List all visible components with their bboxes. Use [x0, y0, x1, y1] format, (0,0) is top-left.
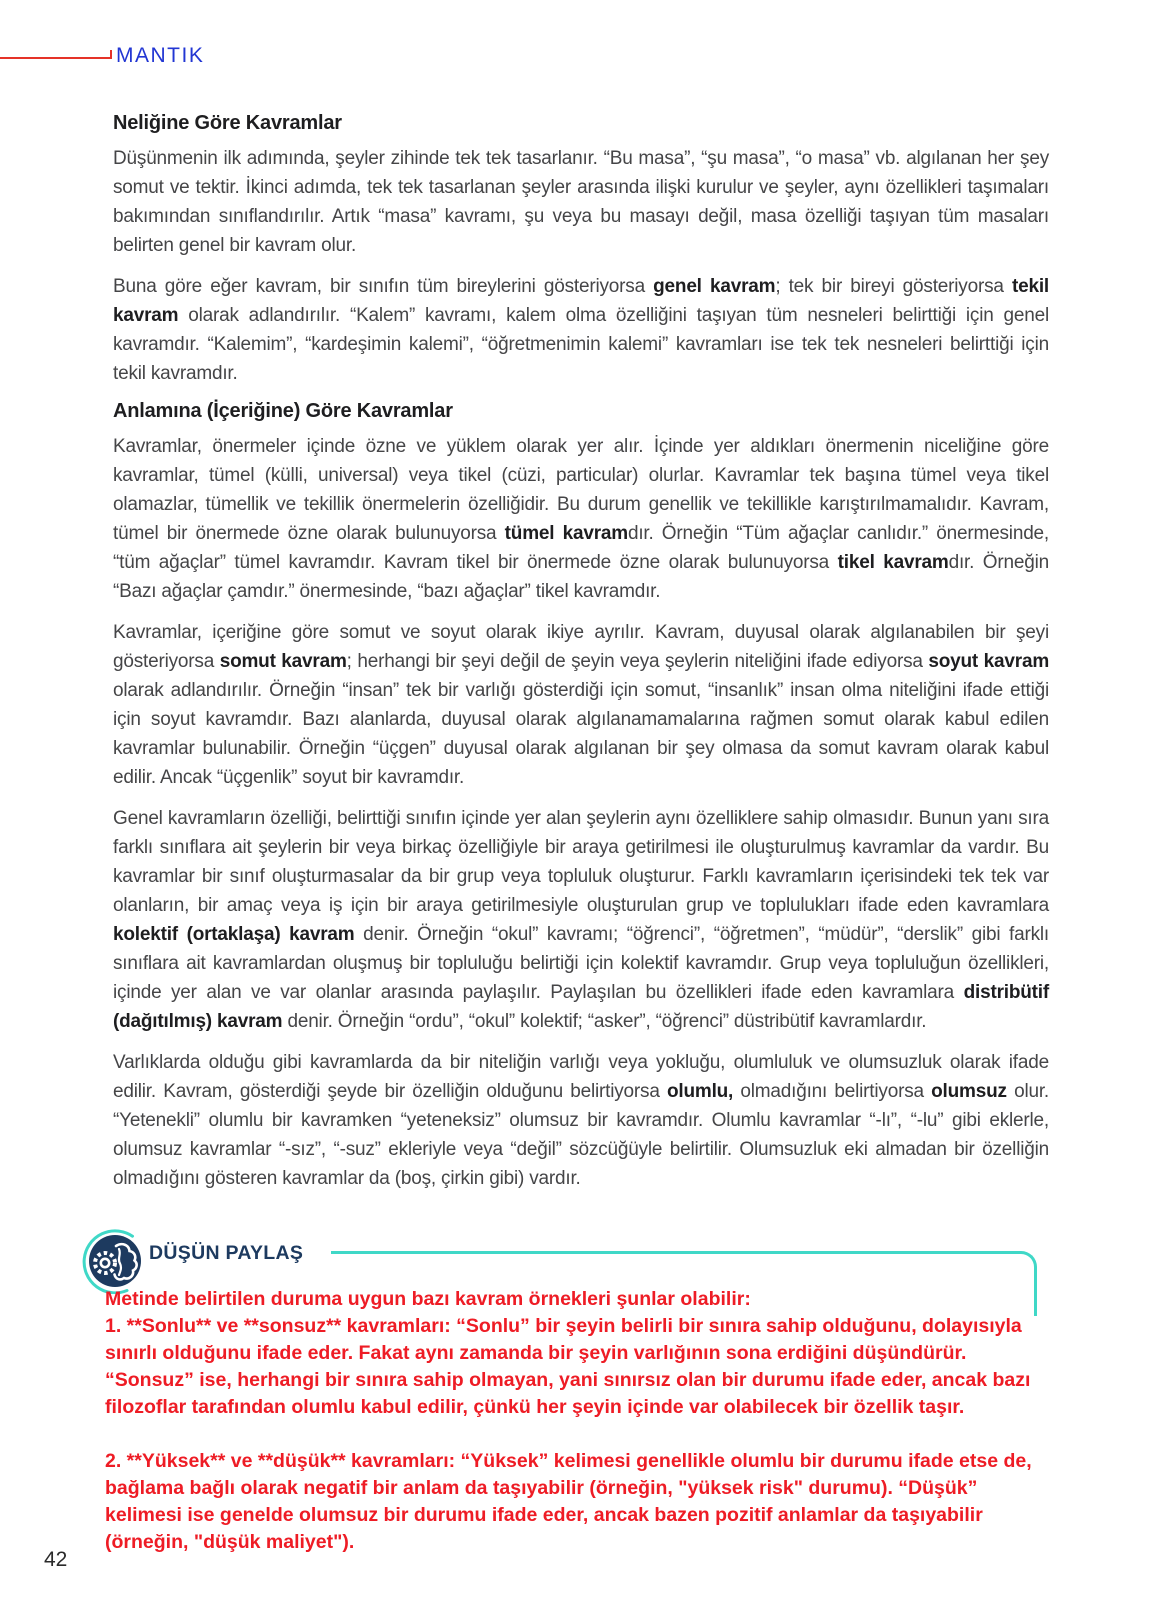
- section-neligine-gore-kavramlar: [113, 112, 1049, 388]
- think-share-item: 2. **Yüksek** ve **düşük** kavramları: “Yüksek” kelimesi genellikle olumlu bir durumu ifade etse de, bağlama bağlı olarak negatif bir anlam da taşıyabilir (örneğin, "yüksek risk" durumu). “Düşük” kelimesi ise genelde olumsuz bir durumu ifade eder, ancak bazen pozitif anlamlar da taşıyabilir (örneğin, "düşük maliyet").: [105, 1450, 1032, 1553]
- section-anlamina-gore-kavramlar: [113, 400, 1049, 1193]
- think-share-label: DÜŞÜN PAYLAŞ: [149, 1242, 304, 1264]
- page-title: MANTIK: [116, 44, 205, 67]
- paragraph: Kavramlar, içeriğine göre somut ve soyut olarak ikiye ayrılır. Kavram, duyusal olarak algılanabilen bir şeyi gösteriyorsa somut kavram; herhangi bir şeyi değil de şeyin veya şeylerin niteliğini ifade ediyorsa soyut kavram olarak adlandırılır. Örneğin “insan” tek bir varlığı gösterdiği için somut, “insanlık” insan olma niteliğini ifade ettiği için soyut kavramdır. Bazı alanlarda, duyusal olarak algılanamamalarına rağmen somut olarak kabul edilen kavramlar bulunabilir. Örneğin “üçgen” duyusal olarak algılanan bir şey olmasa da somut kavram olarak kabul edilir. Ancak “üçgenlik” soyut bir kavramdır.: [113, 622, 1050, 788]
- paragraph: Genel kavramların özelliği, belirttiği sınıfın içinde yer alan şeylerin aynı özelliklere sahip olmasıdır. Bunun yanı sıra farklı sınıflara ait şeylerin bir veya birkaç özelliğiyle bir araya getirilmesi ile oluşturulmuş kavramlar da vardır. Bu kavramlar bir sınıf oluşturmasalar da bir grup veya topluluk oluşturur. Farklı kavramların içerisindeki tek tek var olanların, bir amaç veya iş için bir araya getirilmesiyle oluşturulan grup ve toplulukları ifade eden kavramlara kolektif (ortaklaşa) kavram denir. Örneğin “okul” kavramı; “öğrenci”, “öğretmen”, “müdür”, “derslik” gibi farklı sınıflara ait kavramlardan oluşmuş bir topluluğu belirtiği için kolektif kavramdır. Grup veya topluluğun özellikleri, içinde yer alan ve var olanlar arasında paylaşılır. Paylaşılan bu özellikleri ifade eden kavramlara distribütif (dağıtılmış) kavram denir. Örneğin “ordu”, “okul” kolektif; “asker”, “öğrenci” düstribütif kavramlardır.: [113, 808, 1050, 1032]
- think-share-body: [105, 1286, 1039, 1556]
- gear-brain-icon: [82, 1228, 148, 1294]
- content: [113, 112, 1049, 1205]
- paragraph: Kavramlar, önermeler içinde özne ve yüklem olarak yer alır. İçinde yer aldıkları önermenin niceliğine göre kavramlar, tümel (külli, universal) veya tikel (cüzi, particular) olurlar. Kavramlar tek başına tümel veya tikel olamazlar, tümellik ve tekillik önermelerin özelliğidir. Bu durum genellik ve tekillikle karıştırılmamalıdır. Kavram, tümel bir önermede özne olarak bulunuyorsa tümel kavramdır. Örneğin “Tüm ağaçlar canlıdır.” önermesinde, “tüm ağaçlar” tümel kavramdır. Kavram tikel bir önermede özne olarak bulunuyorsa tikel kavramdır. Örneğin “Bazı ağaçlar çamdır.” önermesinde, “bazı ağaçlar” tikel kavramdır.: [113, 436, 1050, 602]
- think-share-item: 1. **Sonlu** ve **sonsuz** kavramları: “Sonlu” bir şeyin belirli bir sınıra sahip olduğunu, dolayısıyla sınırlı olduğunu ifade eder. Fakat aynı zamanda bir şeyin varlığının sona erdiğini düşündürür. “Sonsuz” ise, herhangi bir sınıra sahip olmayan, yani sınırsız olan bir durumu ifade eder, ancak bazı filozoflar tarafından olumlu kabul edilir, çünkü her şeyin içinde var olabilecek bir özellik taşır.: [105, 1315, 1031, 1418]
- header-rule-tick: [110, 50, 112, 59]
- section-heading: Neliğine Göre Kavramlar: [113, 112, 342, 134]
- paragraph: Düşünmenin ilk adımında, şeyler zihinde tek tek tasarlanır. “Bu masa”, “şu masa”, “o masa” vb. algılanan her şey somut ve tektir. İkinci adımda, tek tek tasarlanan şeyler arasında ilişki kurulur ve şeyler, aynı özellikleri taşımaları bakımından sınıflandırılır. Artık “masa” kavramı, şu veya bu masayı değil, masa özelliği taşıyan tüm masaları belirten genel bir kavram olur.: [113, 148, 1049, 256]
- paragraph: Varlıklarda olduğu gibi kavramlarda da bir niteliğin varlığı veya yokluğu, olumluluk ve olumsuzluk olarak ifade edilir. Kavram, gösterdiği şeyde bir özelliğin olduğunu belirtiyorsa olumlu, olmadığını belirtiyorsa olumsuz olur. “Yetenekli” olumlu bir kavramken “yeteneksiz” olumsuz bir kavramdır. Olumlu kavramlar “-lı”, “-lu” gibi eklerle, olumsuz kavramlar “-sız”, “-suz” ekleriyle veya “değil” sözcüğüyle belirtilir. Olumsuzluk eki almadan bir özelliğin olmadığını gösteren kavramlar da (boş, çirkin gibi) vardır.: [113, 1052, 1049, 1189]
- section-heading: Anlamına (İçeriğine) Göre Kavramlar: [113, 400, 453, 422]
- think-share-intro: Metinde belirtilen duruma uygun bazı kavram örnekleri şunlar olabilir:: [105, 1288, 751, 1310]
- paragraph: Buna göre eğer kavram, bir sınıfın tüm bireylerini gösteriyorsa genel kavram; tek bir bireyi gösteriyorsa tekil kavram olarak adlandırılır. “Kalem” kavramı, kalem olma özelliğini taşıyan tüm nesneleri belirttiği için genel kavramdır. “Kalemim”, “kardeşimin kalemi”, “öğretmenimin kalemi” kavramları ise tek tek nesneleri belirttiği için tekil kavramdır.: [113, 276, 1049, 384]
- page-number: 42: [44, 1548, 68, 1571]
- header-rule: [0, 57, 112, 59]
